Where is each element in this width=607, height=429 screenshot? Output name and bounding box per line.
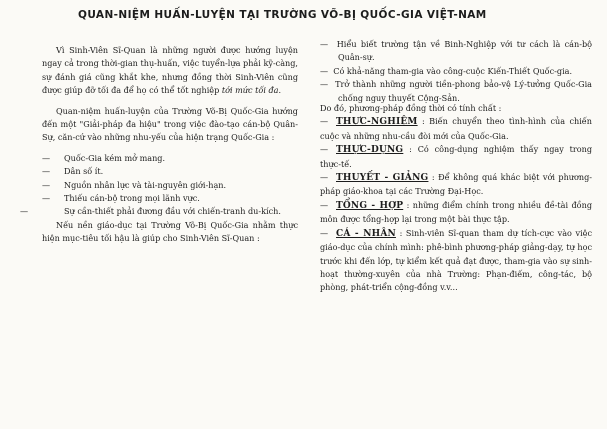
list-item: — Nguồn nhân lực và tài-nguyên giới-hạn. — [42, 179, 227, 190]
goal-item: — Trở thành những người tiền-phong bảo-vệ Lý-tưởng Quốc-Gia chống nguy thuyết Cộng-Sản. — [320, 79, 592, 103]
section-heading: CÁ - NHÂN — [336, 228, 396, 239]
page-title: QUAN-NIỆM HUẤN-LUYỆN TẠI TRƯỜNG VÕ-BỊ QUỐC-GIA VIỆT-NAM — [78, 9, 487, 21]
list-item: — Dân số ít. — [42, 166, 104, 177]
transition-text: Do đó, phương-pháp đồng thời có tính chất : — [320, 103, 502, 114]
section-tong-hop: — TỔNG - HỢP : những điểm chính trong nhiều đề-tài đồng môn được tổng-hợp lại trong một bài thực tập. — [320, 199, 593, 225]
section-heading: THUYẾT - GIẢNG — [336, 173, 429, 184]
section-text: : Để không quá khác biệt với phương-pháp giáo-khoa tại các Trường Đại-Học. — [320, 172, 593, 197]
section-text: : Sinh-viên Sĩ-quan tham dự tích-cực vào việc giáo-dục của chính mình: phê-bình phương-pháp giảng-dạy, tự học trước khi đến lớp, tự kiểm kết quả đạt được, tham-gia vào sự sinh-hoạt thường-xuyên của nhà Trường: Phạn-điếm, công-tác, bộ phòng, phát-triển cộng-đồng v.v... — [320, 227, 592, 293]
section-thuyet-giang: — THUYẾT - GIẢNG : Để không quá khác biệt với phương-pháp giáo-khoa tại các Trường Đại-Học. — [320, 172, 593, 197]
concept-paragraph: Quan-niệm huấn-luyện của Trường Võ-Bị Quốc-Gia hướng đến một "Giải-pháp đa hiệu" trong việc đào-tạo cán-bộ Quân-Sự, căn-cứ vào những nhu-yếu của hiện trạng Quốc-Gia : — [42, 105, 298, 143]
list-item: — Thiếu cán-bộ trong mọi lãnh vực. — [42, 193, 200, 204]
intro-text: Vì Sinh-Viên Sĩ-Quan là những người được hướng luyện ngay cả trong thời-gian thụ-huấn, việc tuyển-lựa phải kỹ-càng, sự đánh giá cũng khắt khe, nhưng đồng thời Sinh-Viên cũng được giúp đỡ tối đa để họ có thể tốt nghiệp — [42, 45, 298, 96]
section-ca-nhan: — CÁ - NHÂN : Sinh-viên Sĩ-quan tham dự tích-cực vào việc giáo-dục của chính mình: phê-bình phương-pháp giảng-dạy, tự học trước khi đến lớp, tự kiểm kết quả đạt được, tham-gia vào sự sinh-hoạt thường-xuyên của nhà Trường: Phạn-điếm, công-tác, bộ phòng, phát-triển cộng-đồng v.v... — [320, 227, 592, 293]
section-text: : những điểm chính trong nhiều đề-tài đồng môn được tổng-hợp lại trong một bài thực tập. — [320, 199, 593, 225]
intro-emphasis: tới mức tối đa. — [221, 85, 282, 96]
right-column — [320, 38, 592, 295]
section-heading: THỰC-DỤNG — [336, 145, 404, 156]
section-text: : Có công-dụng nghiệm thấy ngay trong thực-tế. — [320, 144, 593, 169]
left-column — [20, 44, 298, 246]
section-heading: THỰC-NGHIỆM — [336, 117, 418, 128]
goal-item: — Hiểu biết trường tận về Binh-Nghiệp với tư cách là cán-bộ Quân-sự. — [320, 39, 592, 63]
goal-intro-paragraph: Nếu nền giáo-dục tại Trường Võ-Bị Quốc-Gia nhằm thực hiện mục-tiêu tối hậu là giúp cho Sinh-Viên Sĩ-Quan : — [42, 219, 298, 244]
needs-list — [20, 152, 298, 219]
section-heading: TỔNG - HỢP — [336, 200, 404, 211]
intro-paragraph — [42, 44, 298, 98]
list-item: — Quốc-Gia kém mở mang. — [42, 152, 166, 163]
goal-item: — Có khả-năng tham-gia vào công-cuộc Kiến-Thiết Quốc-gia. — [320, 65, 573, 76]
section-text: : Biến chuyển theo tình-hình của chiến cuộc và những nhu-cầu đòi mới của Quốc-Gia. — [320, 116, 592, 141]
list-item: — Sự cần-thiết phải đương đầu với chiến-tranh du-kích. — [20, 206, 281, 217]
section-thuc-nghiem: — THỰC-NGHIỆM : Biến chuyển theo tình-hình của chiến cuộc và những nhu-cầu đòi mới của Quốc-Gia. — [320, 116, 592, 141]
section-thuc-dung: — THỰC-DỤNG : Có công-dụng nghiệm thấy ngay trong thực-tế. — [320, 144, 593, 169]
